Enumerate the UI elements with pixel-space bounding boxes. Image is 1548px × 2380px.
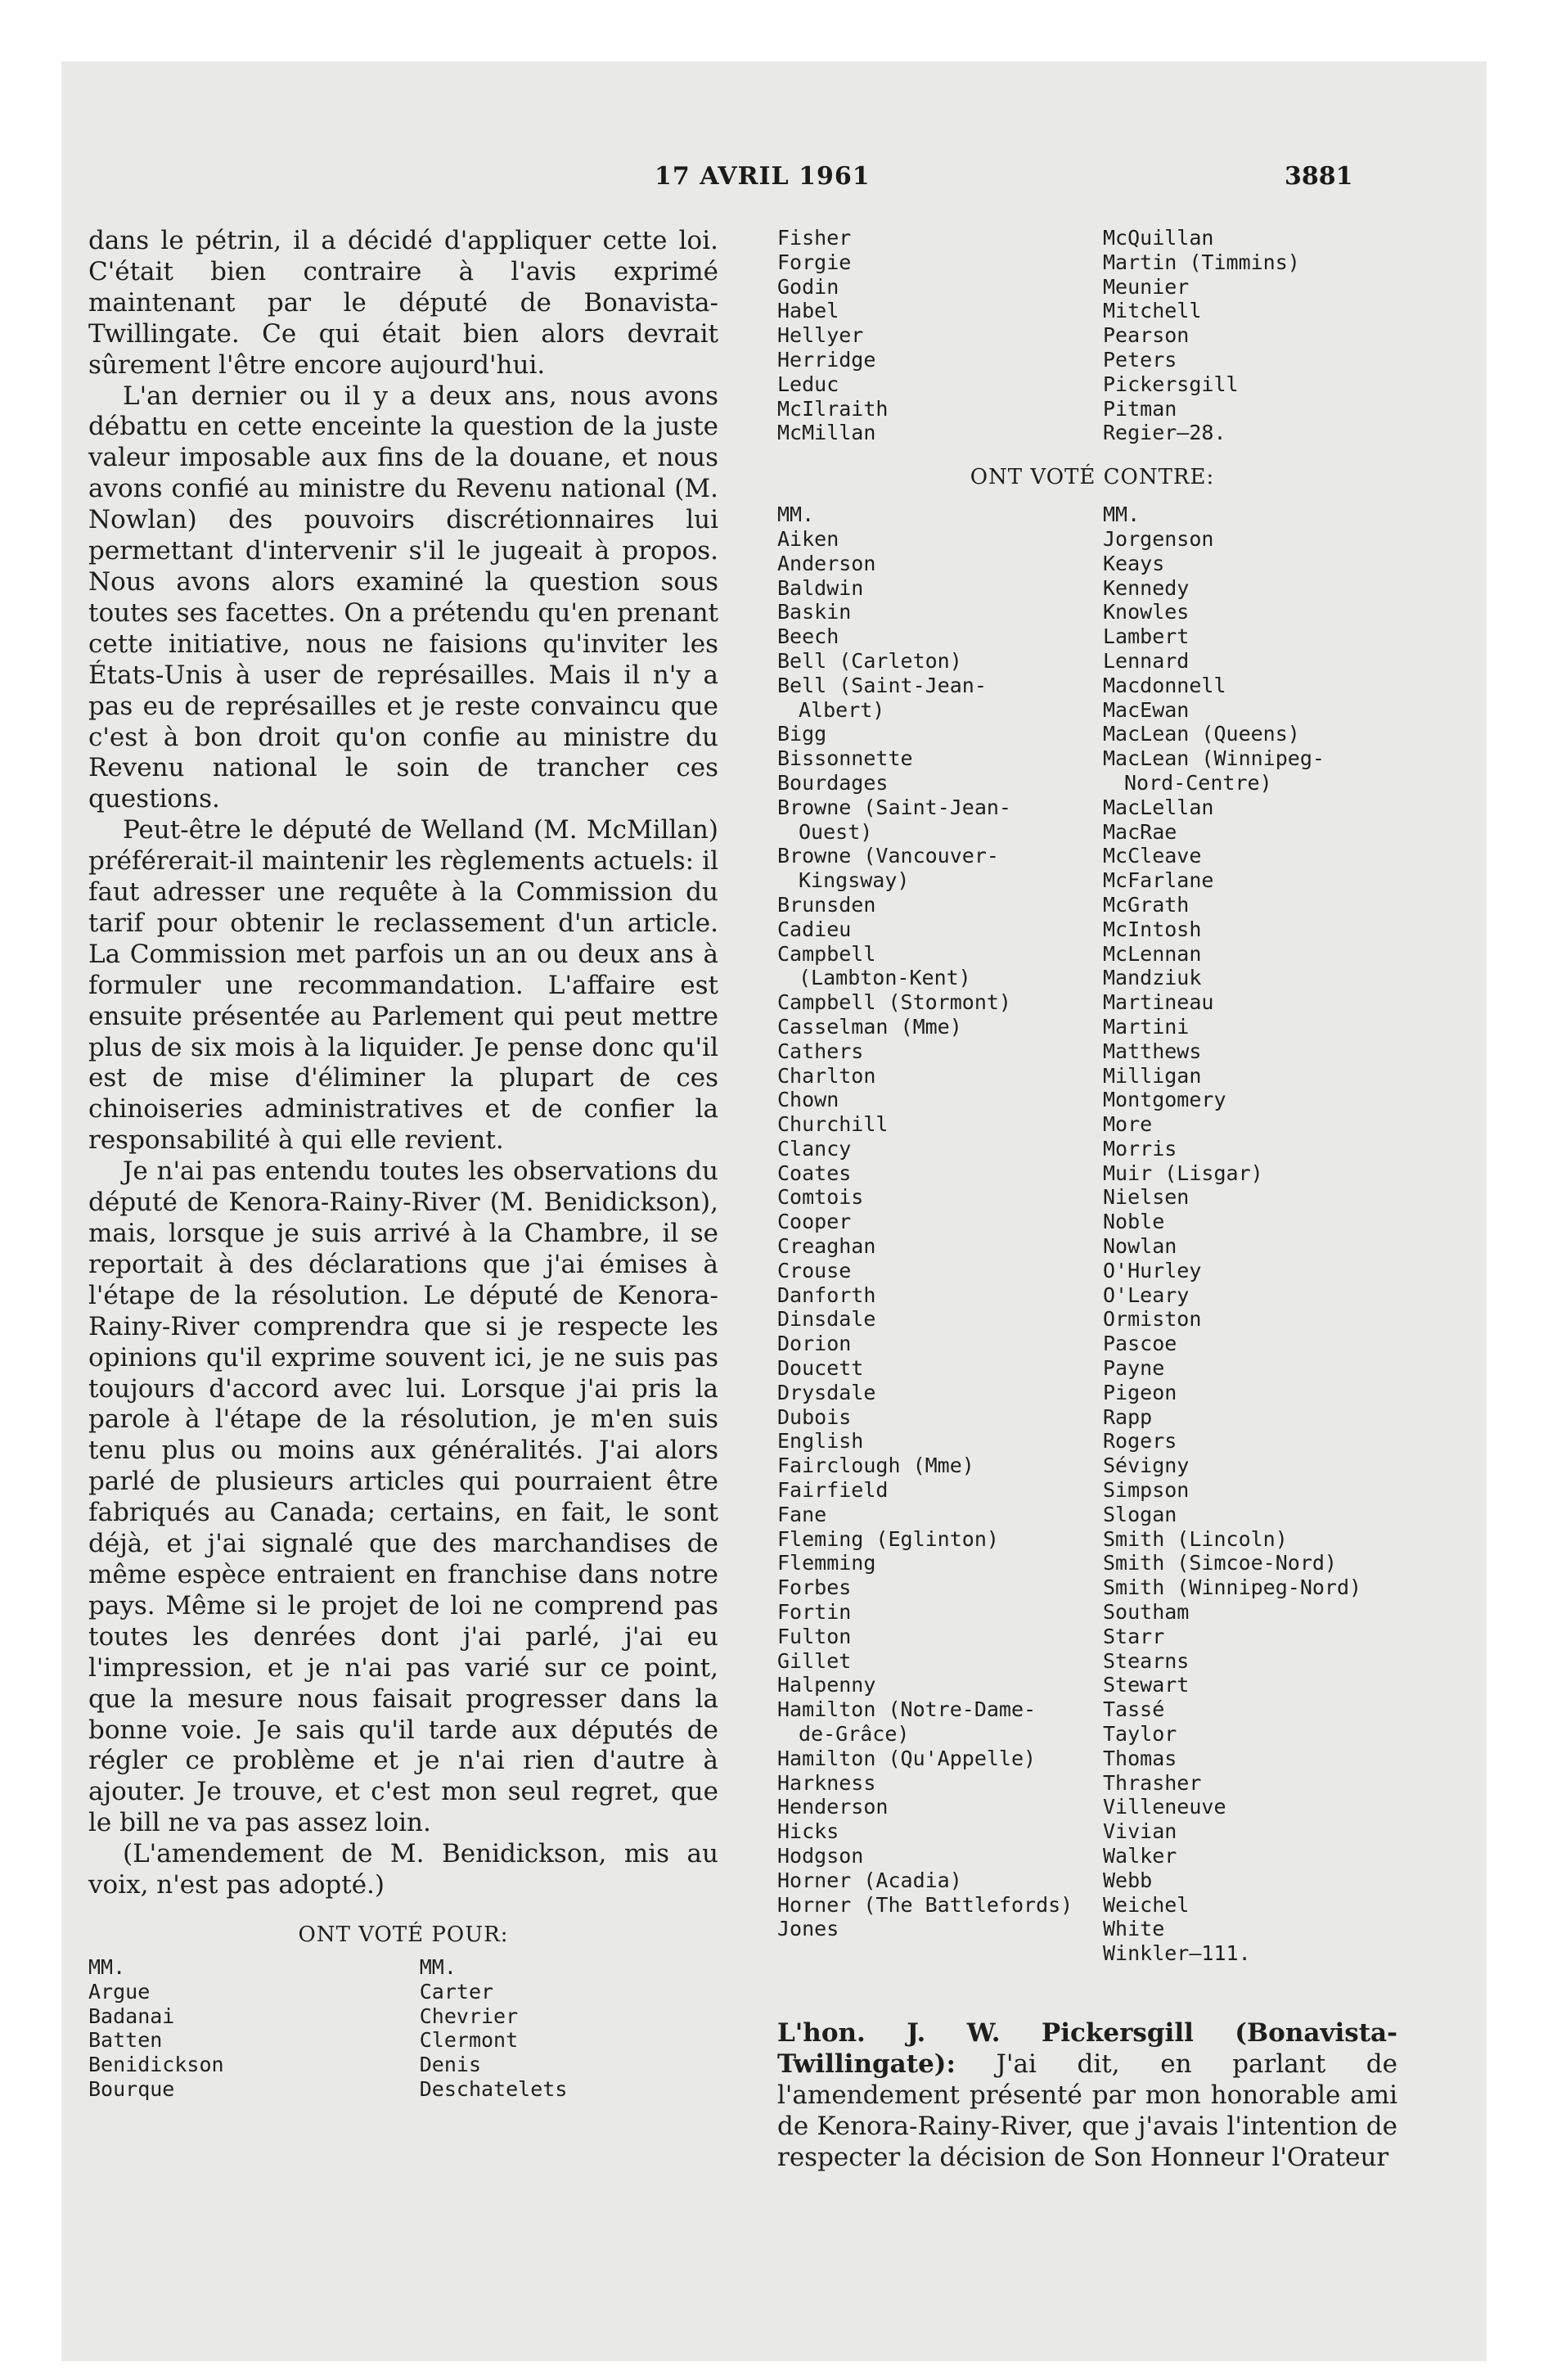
member-name: Fairfield [777,1478,889,1503]
member-name: Deschatelets [419,2076,568,2101]
member-name: Webb [1103,1868,1153,1892]
member-name: Stewart [1103,1673,1190,1697]
member-name: Muir (Lisgar) [1103,1161,1263,1185]
member-name: Peters [1103,347,1177,372]
member-name: Thrasher [1103,1770,1202,1795]
member-name: O'Leary [1103,1282,1190,1307]
left-column [88,226,718,2102]
member-name: Smith (Simcoe-Nord) [1103,1551,1337,1575]
speech-block [777,2018,1397,2174]
member-name: McCleave [1103,844,1202,868]
member-name: Hodgson [777,1844,864,1868]
name-column [1103,503,1407,1966]
member-name: Mandziuk [1103,966,1202,990]
member-name: Campbell (Stormont) [777,990,1011,1015]
member-name: Crouse [777,1258,852,1282]
member-name: Noble [1103,1210,1165,1234]
member-name: Jorgenson [1103,526,1214,551]
member-name: Payne [1103,1356,1165,1381]
name-column [1103,226,1407,445]
member-name: Beech [777,624,839,649]
member-name: Jones [777,1917,839,1941]
member-name: Rapp [1103,1404,1153,1429]
paragraph: Je n'ai pas entendu toutes les observations du député de Kenora-Rainy-River (M. Benidickson), mais, lorsque je suis arrivé à la Chambre, il se reportait à des déclarations que j'ai émises à l'étape de la résolution. Le député de Kenora-Rainy-River comprendra que si je respecte les opinions qu'il exprime souvent ici, je ne suis pas toujours d'accord avec lui. Lorsque j'ai pris la parole à l'étape de la résolution, je m'en suis tenu plus ou moins aux généralités. J'ai alors parlé de plusieurs articles qui pourraient être fabriqués au Canada; certains, en fait, le sont déjà, et j'ai signalé que des marchandises de même espèce entraient en franchise dans notre pays. Même si le projet de loi ne comprend pas toutes les denrées dont j'ai parlé, j'ai eu l'impression, et je n'ai pas varié sur ce point, que la mesure nous faisait progresser dans la bonne voie. Je sais qu'il tarde aux députés de régler ce problème et je n'ai rien d'autre à ajouter. Je trouve, et c'est mon seul regret, que le bill ne va pas assez loin. [88,1156,718,1838]
member-name: Bell (Carleton) [777,648,962,673]
member-name: Chevrier [419,2004,519,2028]
member-name: Harkness [777,1770,876,1795]
member-name: Slogan [1103,1502,1177,1526]
member-name: Leduc [777,372,839,396]
member-name: Cooper [777,1210,852,1234]
pour-list-left [88,1955,718,2102]
member-name: Campbell [777,941,876,966]
member-name: Sévigny [1103,1454,1190,1478]
pour-heading: ONT VOTÉ POUR: [298,1922,509,1947]
member-name: Flemming [777,1551,876,1575]
member-name: Weichel [1103,1892,1190,1917]
member-name: Hamilton (Notre-Dame- [777,1697,1037,1722]
member-name: Forgie [777,250,852,274]
member-name: Starr [1103,1624,1165,1648]
member-name: Tassé [1103,1697,1165,1722]
member-name: Baldwin [777,575,864,600]
member-name: Morris [1103,1136,1177,1161]
member-name: Hellyer [777,323,864,348]
member-name: MM. [1103,503,1141,527]
member-name: More [1103,1112,1153,1137]
paragraph: Peut-être le député de Welland (M. McMillan) préférerait-il maintenir les règlements actuels: il faut adresser une requête à la Commission du tarif pour obtenir le reclassement d'un article. La Commission met parfois un an ou deux ans à formuler une recommandation. L'affaire est ensuite présentée au Parlement qui peut mettre plus de six mois à la liquider. Je pense donc qu'il est de mise d'éliminer la plupart de ces chinoiseries administratives et de confier la responsabilité à qui elle revient. [88,815,718,1156]
member-name: Henderson [777,1795,889,1819]
member-name: Chown [777,1088,839,1112]
member-name: Dinsdale [777,1307,876,1332]
member-name: Taylor [1103,1722,1177,1747]
name-column [88,1955,420,2102]
member-name: Walker [1103,1844,1177,1868]
member-name: Anderson [777,551,876,575]
page-number: 3881 [1285,162,1353,191]
member-name: Pitman [1103,396,1177,421]
member-name: Browne (Saint-Jean- [777,795,1011,819]
member-name: Milligan [1103,1063,1202,1088]
member-name: Bell (Saint-Jean- [777,673,987,697]
member-name: Casselman (Mme) [777,1014,962,1039]
member-name: Cathers [777,1039,864,1063]
member-name: Stearns [1103,1648,1190,1673]
contre-heading: ONT VOTÉ CONTRE: [970,465,1215,490]
member-name: Smith (Winnipeg-Nord) [1103,1575,1362,1600]
right-column [777,226,1407,1966]
member-name: Albert) [799,697,885,722]
member-name: McFarlane [1103,868,1214,893]
member-name: Bissonnette [777,746,913,771]
paragraph: L'an dernier ou il y a deux ans, nous avons débattu en cette enceinte la question de la juste valeur imposable aux fins de la douane, et nous avons confié au ministre du Revenu national (M. Nowlan) des pouvoirs discrétionnaires lui permettant d'intervenir s'il le jugeait à propos. Nous avons alors examiné la question sous toutes ses facettes. On a prétendu qu'en prenant cette initiative, nous ne faisions qu'inviter les États-Unis à user de représailles. Mais il n'y a pas eu de représailles et je reste convaincu que c'est à bon droit qu'on confie au ministre du Revenu national le soin de trancher ces questions. [88,381,718,814]
member-name: Villeneuve [1103,1795,1226,1819]
member-name: MacLean (Queens) [1103,722,1300,746]
member-name: Rogers [1103,1429,1177,1454]
member-name: Badanai [88,2004,175,2028]
member-name: Southam [1103,1600,1190,1625]
member-name: Comtois [777,1185,864,1210]
member-name: Horner (Acadia) [777,1868,962,1892]
member-name: Lambert [1103,624,1190,649]
member-name: Forbes [777,1575,852,1600]
member-name: Vivian [1103,1819,1177,1844]
member-name: Browne (Vancouver- [777,844,999,868]
member-name: Ouest) [799,819,873,844]
name-column [420,1955,718,2102]
member-name: (Lambton-Kent) [799,966,971,990]
member-name: MM. [777,503,815,527]
member-name: Martin (Timmins) [1103,250,1300,274]
pour-list-right [777,226,1407,445]
member-name: Brunsden [777,892,876,917]
member-name: Mitchell [1103,299,1202,323]
member-name: MacEwan [1103,697,1190,722]
member-name: de-Grâce) [799,1722,910,1747]
member-name: Charlton [777,1063,876,1088]
member-name: Matthews [1103,1039,1202,1063]
member-name: Danforth [777,1282,876,1307]
member-name: Pigeon [1103,1380,1177,1404]
speech-text: J'ai dit, en parlant de l'amendement présenté par mon honorable ami de Kenora-Rainy-River, que j'avais l'intention de respecter la décision de Son Honneur l'Orateur [777,2049,1397,2172]
member-name: Regier—28. [1103,421,1226,445]
member-name: Thomas [1103,1746,1177,1770]
member-name: Doucett [777,1356,864,1381]
member-name: Creaghan [777,1234,876,1259]
member-name: Nielsen [1103,1185,1190,1210]
member-name: Martini [1103,1014,1190,1039]
member-name: MacLellan [1103,795,1214,819]
member-name: MacRae [1103,819,1177,844]
member-name: Meunier [1103,274,1190,299]
member-name: Dorion [777,1332,852,1356]
member-name: McQuillan [1103,226,1214,250]
member-name: Pickersgill [1103,372,1239,396]
member-name: Fleming (Eglinton) [777,1526,999,1551]
member-name: Herridge [777,347,876,372]
member-name: Fisher [777,226,852,250]
member-name: Bigg [777,722,827,746]
member-name: Fortin [777,1600,852,1625]
member-name: McGrath [1103,892,1190,917]
member-name: Baskin [777,600,852,624]
speech-paragraph [777,2018,1397,2174]
member-name: McIlraith [777,396,889,421]
member-name: Gillet [777,1648,852,1673]
member-name: Nord-Centre) [1124,770,1272,795]
name-column [777,503,1103,1966]
member-name: Pearson [1103,323,1190,348]
member-name: Benidickson [88,2053,224,2077]
member-name: Fairclough (Mme) [777,1454,974,1478]
paragraph: (L'amendement de M. Benidickson, mis au voix, n'est pas adopté.) [88,1839,718,1900]
member-name: Kennedy [1103,575,1190,600]
member-name: Halpenny [777,1673,876,1697]
member-name: Nowlan [1103,1234,1177,1259]
speaker-name: L'hon. J. W. Pickersgill (Bonavista-Twillingate): [777,2018,1397,2079]
member-name: Winkler—111. [1103,1941,1251,1966]
member-name: Ormiston [1103,1307,1202,1332]
member-name: Godin [777,274,839,299]
member-name: Hamilton (Qu'Appelle) [777,1746,1037,1770]
member-name: MM. [88,1954,126,1979]
member-name: Keays [1103,551,1165,575]
member-name: Argue [88,1979,151,2004]
member-name: Bourdages [777,770,889,795]
member-name: MM. [419,1954,457,1979]
member-name: Martineau [1103,990,1214,1015]
member-name: Horner (The Battlefords) [777,1892,1073,1917]
member-name: Aiken [777,526,839,551]
member-name: Pascoe [1103,1332,1177,1356]
member-name: Fulton [777,1624,852,1648]
member-name: McMillan [777,421,876,445]
member-name: O'Hurley [1103,1258,1202,1282]
member-name: Lennard [1103,648,1190,673]
page-date: 17 AVRIL 1961 [655,162,871,191]
member-name: Cadieu [777,917,852,941]
member-name: Dubois [777,1404,852,1429]
member-name: MacLean (Winnipeg- [1103,746,1325,771]
left-prose [88,226,718,1901]
member-name: Smith (Lincoln) [1103,1526,1288,1551]
member-name: Coates [777,1161,852,1185]
member-name: Hicks [777,1819,839,1844]
member-name: Macdonnell [1103,673,1226,697]
member-name: English [777,1429,864,1454]
member-name: Fane [777,1502,827,1526]
name-column [777,226,1103,445]
member-name: Drysdale [777,1380,876,1404]
member-name: White [1103,1917,1165,1941]
member-name: McIntosh [1103,917,1202,941]
member-name: Kingsway) [799,868,910,893]
member-name: Denis [419,2053,482,2077]
contre-list [777,503,1407,1966]
paragraph: dans le pétrin, il a décidé d'appliquer cette loi. C'était bien contraire à l'avis exprimé maintenant par le député de Bonavista-Twillingate. Ce qui était bien alors devrait sûrement l'être encore aujourd'hui. [88,226,718,380]
member-name: Clancy [777,1136,852,1161]
member-name: McLennan [1103,941,1202,966]
member-name: Knowles [1103,600,1190,624]
member-name: Batten [88,2028,163,2053]
member-name: Habel [777,299,839,323]
member-name: Carter [419,1979,494,2004]
member-name: Churchill [777,1112,889,1137]
member-name: Bourque [88,2076,175,2101]
member-name: Montgomery [1103,1088,1226,1112]
member-name: Simpson [1103,1478,1190,1503]
member-name: Clermont [419,2028,519,2053]
